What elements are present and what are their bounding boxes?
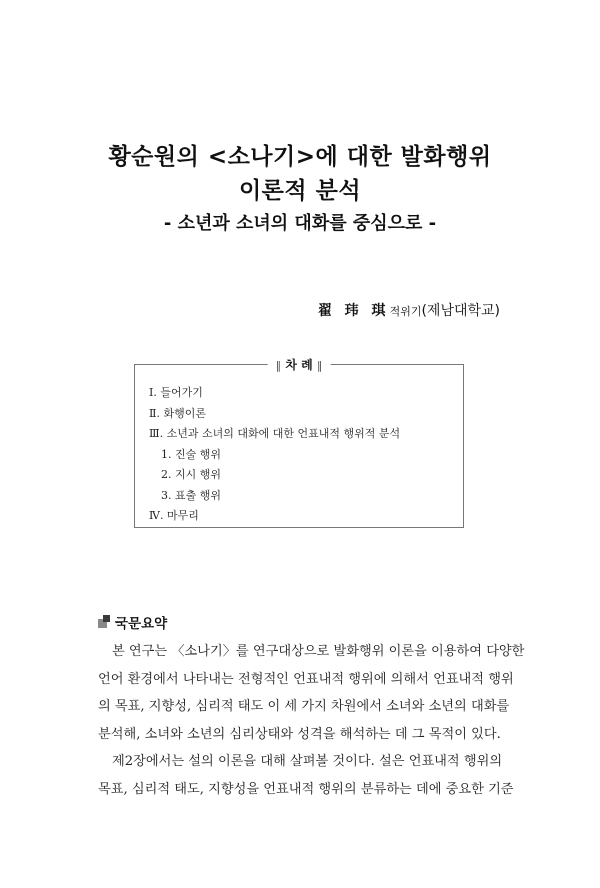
author-affiliation: (제남대학교) (421, 303, 500, 319)
author-name: 翟 玮 琪 (317, 303, 390, 319)
toc-item-directive: 2. 지시 행위 (161, 468, 221, 481)
abstract-paragraph-2 (98, 748, 514, 803)
abstract-paragraph-1 (98, 638, 525, 748)
toc-item-expressive: 3. 표출 행위 (161, 488, 221, 502)
title-block (0, 140, 600, 238)
toc-item-theory: Ⅱ. 화행이론 (149, 406, 206, 420)
abstract-heading (98, 612, 167, 632)
abstract-body (98, 638, 525, 803)
toc-item-statement: 1. 진술 행위 (161, 447, 221, 461)
abstract-heading-text: 국문요약 (115, 616, 168, 632)
author-role: 적위기 (389, 305, 422, 318)
toc-item-conclusion: Ⅳ. 마무리 (149, 509, 199, 522)
paper-title-line-2: 이론적 분석 (238, 178, 362, 204)
toc-heading-bars-left: ‖ (275, 359, 282, 372)
abstract-line: 언어 환경에서 나타내는 전형적인 언표내적 행위에 의해서 언표내적 행위 (98, 671, 514, 687)
toc-heading-bars-right: ‖ (316, 359, 323, 372)
table-of-contents (134, 358, 464, 528)
abstract-line: 본 연구는 〈소나기〉를 연구대상으로 발화행위 이론을 이용하여 다양한 (112, 644, 525, 659)
abstract-line: 제2장에서는 설의 이론을 대해 살펴볼 것이다. 설은 언표내적 행위의 (112, 754, 503, 769)
toc-heading (268, 356, 331, 373)
toc-heading-text: 차 례 (285, 358, 313, 372)
square-bullet-icon (98, 615, 112, 629)
paper-subtitle: - 소년과 소녀의 대화를 중심으로 - (163, 213, 437, 234)
toc-list (149, 383, 400, 527)
author-line (318, 300, 500, 320)
toc-item-intro: Ⅰ. 들어가기 (149, 386, 203, 399)
paper-title-line-1: 황순원의 <소나기>에 대한 발화행위 (108, 144, 492, 170)
abstract-line: 목표, 심리적 태도, 지향성을 언표내적 행위의 분류하는 데에 중요한 기준 (98, 781, 514, 797)
toc-item-analysis: Ⅲ. 소년과 소녀의 대화에 대한 언표내적 행위적 분석 (149, 427, 401, 440)
abstract-line: 의 목표, 지향성, 심리적 태도 이 세 가지 차원에서 소녀와 소년의 대화를 (98, 699, 510, 714)
abstract-line: 분석해, 소녀와 소년의 심리상태와 성격을 해석하는 데 그 목적이 있다. (98, 726, 501, 742)
